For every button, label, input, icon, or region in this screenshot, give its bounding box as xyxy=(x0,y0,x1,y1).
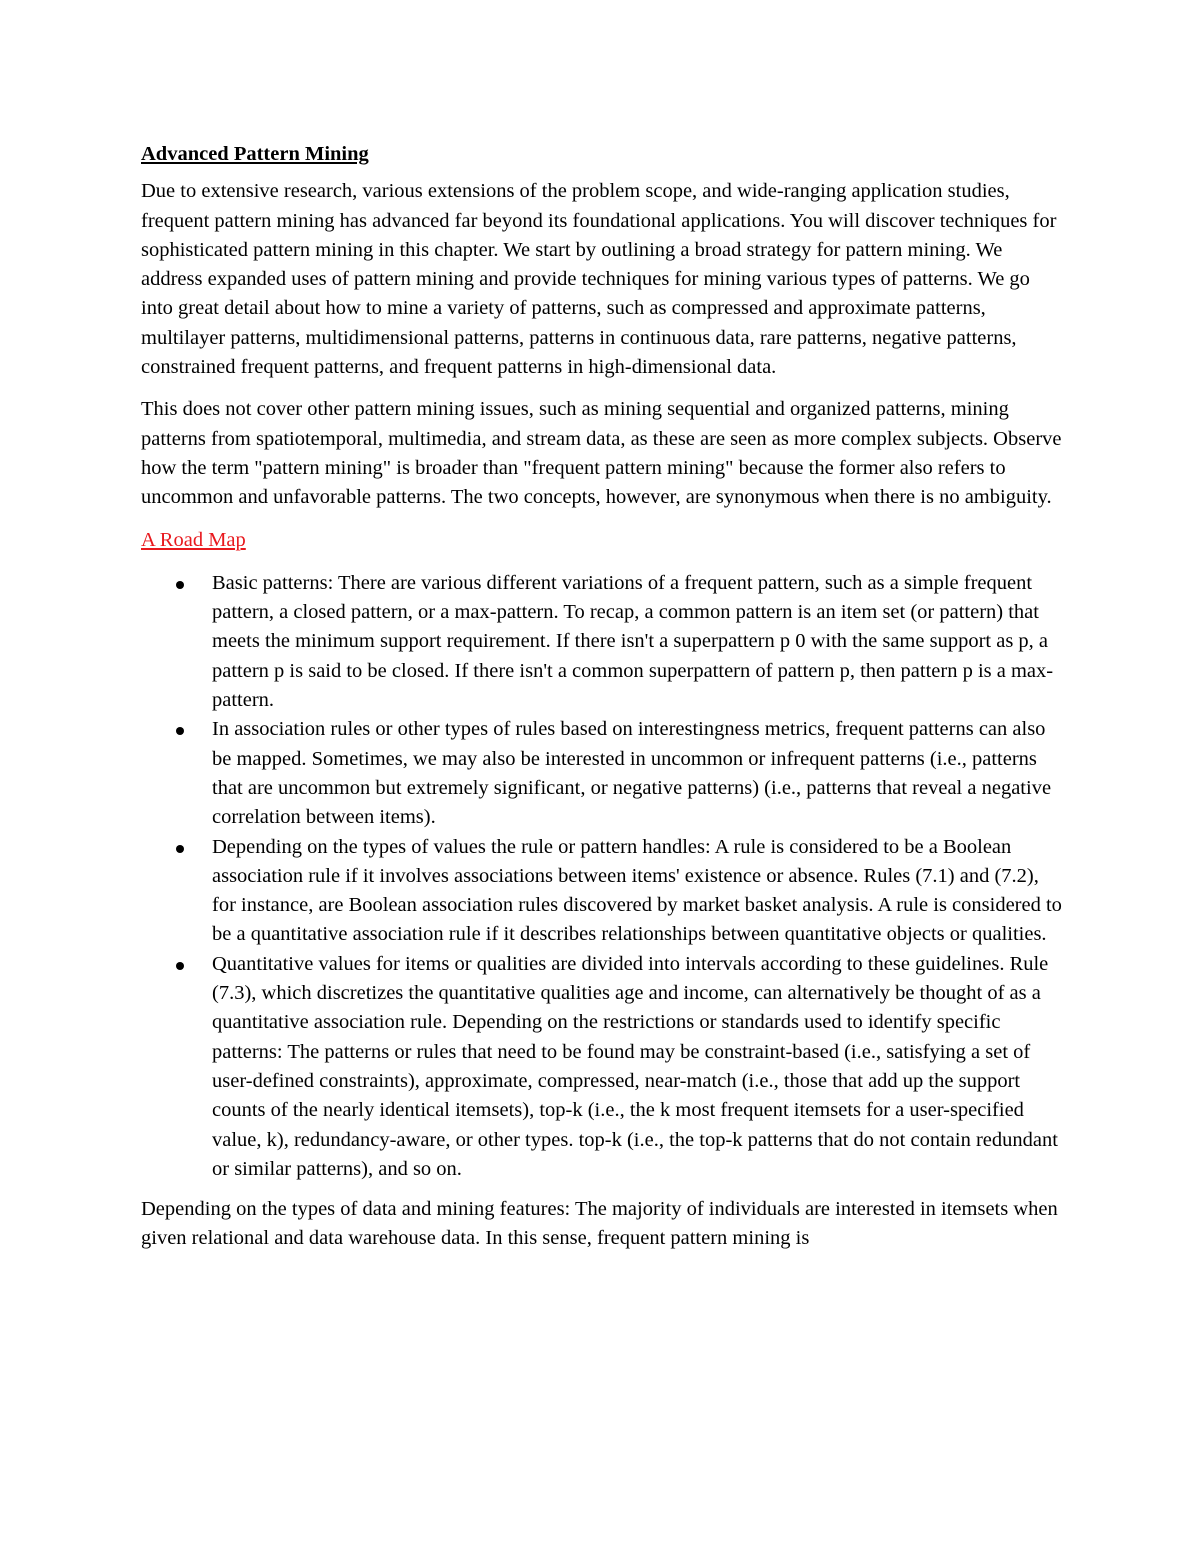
bullet-dot-icon xyxy=(176,727,184,735)
document-page xyxy=(141,140,1066,1267)
list-item xyxy=(141,569,1066,715)
road-map-heading-link[interactable]: A Road Map xyxy=(141,528,246,551)
bullet-dot-icon xyxy=(176,962,184,970)
scope-paragraph: This does not cover other pattern mining issues, such as mining sequential and organized patterns, mining patterns from spatiotemporal, multimedia, and stream data, as these are seen as more complex subjects. Observe how the term "pattern mining" is broader than "frequent pattern mining" because the former also refers to uncommon and unfavorable patterns. The two concepts, however, are synonymous when there is no ambiguity. xyxy=(141,398,1062,509)
list-item-text: Quantitative values for items or qualities are divided into intervals according to these guidelines. Rule (7.3), which discretizes the quantitative qualities age and income, can alternatively be thought of as a quantitative association rule. Depending on the restrictions or standards used to identify specific patterns: The patterns or rules that need to be found may be constraint-based (i.e., satisfying a set of user-defined constraints), approximate, compressed, near-match (i.e., those that add up the support counts of the nearly identical itemsets), top-k (i.e., the k most frequent itemsets for a user-specified value, k), redundancy-aware, or other types. top-k (i.e., the top-k patterns that do not contain redundant or similar patterns), and so on. xyxy=(212,952,1058,1180)
list-item-text: In association rules or other types of rules based on interestingness metrics, frequent patterns can also be mapped. Sometimes, we may also be interested in uncommon or infrequent patterns (i.e., patterns that are uncommon but extremely significant, or negative patterns) (i.e., patterns that reveal a negative correlation between items). xyxy=(212,718,1052,829)
bullet-dot-icon xyxy=(176,581,184,589)
bullet-list xyxy=(141,569,1066,1184)
list-item xyxy=(141,715,1066,832)
list-item-text: Basic patterns: There are various different variations of a frequent pattern, such as a simple frequent pattern, a closed pattern, or a max-pattern. To recap, a common pattern is an item set (or pattern) that meets the minimum support requirement. If there isn't a superpattern p 0 with the same support as p, a pattern p is said to be closed. If there isn't a common superpattern of pattern p, then pattern p is a max-pattern. xyxy=(212,571,1054,712)
list-item-text: Depending on the types of values the rule or pattern handles: A rule is considered to be a Boolean association rule if it involves associations between items' existence or absence. Rules (7.1) and (7.2), for instance, are Boolean association rules discovered by market basket analysis. A rule is considered to be a quantitative association rule if it describes relationships between quantitative objects or qualities. xyxy=(212,835,1062,946)
closing-paragraph: Depending on the types of data and mining features: The majority of individuals are interested in itemsets when given relational and data warehouse data. In this sense, frequent pattern mining is xyxy=(141,1198,1058,1250)
list-item xyxy=(141,950,1066,1184)
document-title: Advanced Pattern Mining xyxy=(141,143,369,165)
intro-paragraph: Due to extensive research, various extensions of the problem scope, and wide-ranging application studies, frequent pattern mining has advanced far beyond its foundational applications. You will discover techniques for sophisticated pattern mining in this chapter. We start by outlining a broad strategy for pattern mining. We address expanded uses of pattern mining and provide techniques for mining various types of patterns. We go into great detail about how to mine a variety of patterns, such as compressed and approximate patterns, multilayer patterns, multidimensional patterns, patterns in continuous data, rare patterns, negative patterns, constrained frequent patterns, and frequent patterns in high-dimensional data. xyxy=(141,180,1057,379)
list-item xyxy=(141,833,1066,950)
bullet-dot-icon xyxy=(176,845,184,853)
